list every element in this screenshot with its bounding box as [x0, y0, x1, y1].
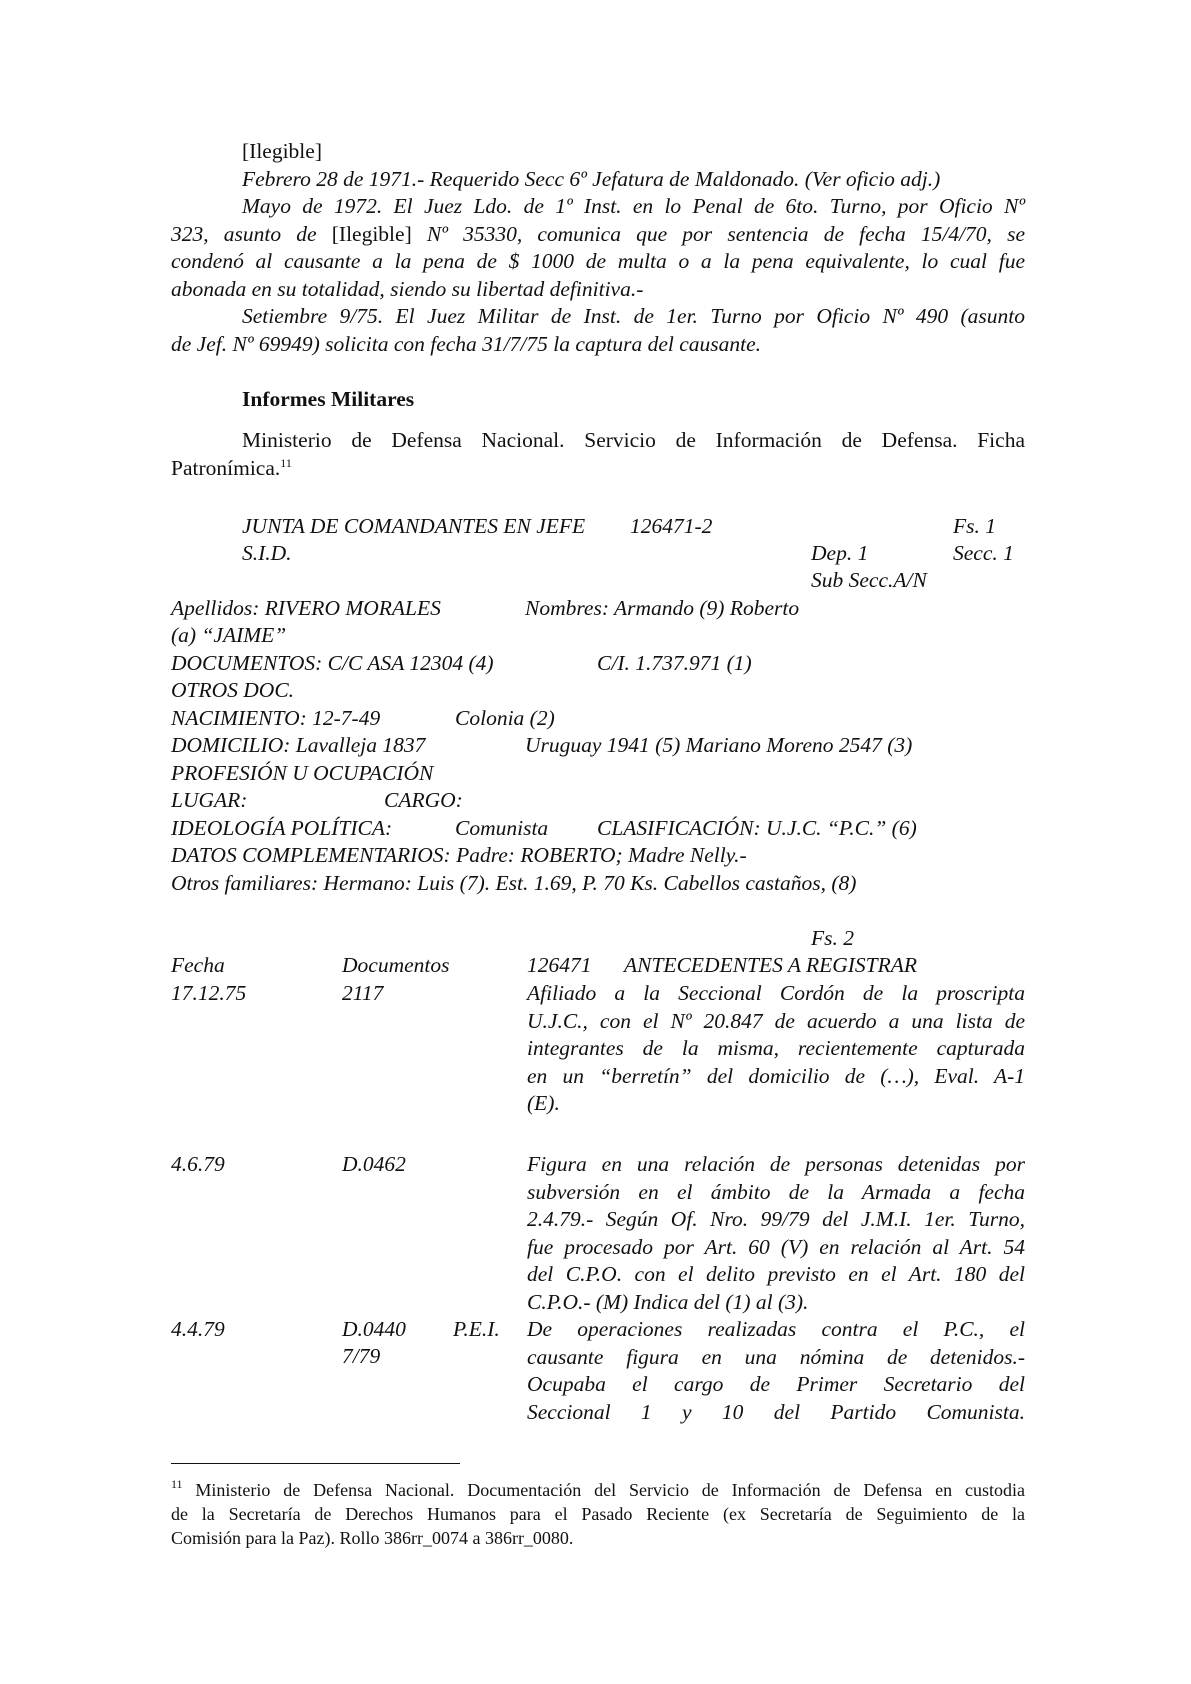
ficha-datos-complementarios: DATOS COMPLEMENTARIOS: Padre: ROBERTO; Madre Nelly.- [171, 843, 747, 867]
informes-intro: Ministerio de Defensa Nacional. Servicio de Información de Defensa. Ficha Patronímica.$^{11}$ [171, 428, 1025, 480]
row-documento-2: P.E.I. [453, 1317, 500, 1341]
row-documento-line2: 7/79 [342, 1344, 381, 1368]
ficha-otros-doc: OTROS DOC. [171, 678, 295, 702]
ficha-profesion: PROFESIÓN U OCUPACIÓN [171, 761, 434, 785]
illegible-note: [Ilegible] [242, 139, 322, 163]
ficha-documentos: DOCUMENTOS: C/C ASA 12304 (4) [171, 651, 494, 675]
ficha-sid: S.I.D. [242, 541, 292, 565]
footnote: $^{11}$ Ministerio de Defensa Nacional. Documentación del Servicio de Información de Defensa en custodia de la Secretaría de Derechos Humanos para el Pasado Reciente (ex Secretaría de Seguimiento de la Comisión para la Paz). Rollo 386rr_0074 a 386rr_0080. [171, 1477, 1025, 1548]
row-documento: D.0462 [342, 1152, 406, 1176]
row-documento: D.0440 [342, 1317, 406, 1341]
ficha-secc: Secc. 1 [953, 541, 1014, 565]
ficha-cargo: CARGO: [384, 788, 463, 812]
antecedente-paragraph-2: Mayo de 1972. El Juez Ldo. de 1º Inst. en lo Penal de 6to. Turno, por Oficio Nº 323, asunto de [Ilegible] Nº 35330, comunica que por sentencia de fecha 15/4/70, se condenó al causante a la pena de $ 1000 de multa o a la pena equivalente, lo cual fue abonada en su totalidad, siendo su libertad definitiva.- [171, 194, 1026, 301]
table-header-number: 126471 [527, 953, 592, 977]
antecedente-paragraph-1: Febrero 28 de 1971.- Requerido Secc 6º Jefatura de Maldonado. (Ver oficio adj.) [242, 167, 941, 191]
ficha-ci: C/I. 1.737.971 (1) [597, 651, 752, 675]
row-fecha: 4.6.79 [171, 1152, 225, 1176]
ficha-number: 126471-2 [630, 514, 713, 538]
ficha-domicilio: DOMICILIO: Lavalleja 1837 [171, 733, 426, 757]
ficha-nacimiento-lugar: Colonia (2) [455, 706, 555, 730]
section-heading: Informes Militares [242, 387, 415, 411]
ficha-otros-familiares: Otros familiares: Hermano: Luis (7). Est. 1.69, P. 70 Ks. Cabellos castaños, (8) [171, 871, 857, 895]
row-fecha: 4.4.79 [171, 1317, 225, 1341]
table-header-documentos: Documentos [342, 953, 450, 977]
ficha-lugar: LUGAR: [171, 788, 248, 812]
row-fecha: 17.12.75 [171, 981, 247, 1005]
ficha-fs1: Fs. 1 [953, 514, 996, 538]
table-header-fecha: Fecha [171, 953, 225, 977]
ficha-junta: JUNTA DE COMANDANTES EN JEFE [242, 514, 586, 538]
row-documento: 2117 [342, 981, 384, 1005]
ficha-apellidos: Apellidos: RIVERO MORALES [171, 596, 441, 620]
table-fs2: Fs. 2 [811, 926, 854, 950]
illegible-inline: [Ilegible] [331, 221, 412, 246]
ficha-nacimiento: NACIMIENTO: 12-7-49 [171, 706, 381, 730]
ficha-domicilio-2: Uruguay 1941 (5) Mariano Moreno 2547 (3) [525, 733, 913, 757]
ficha-nombres: Nombres: Armando (9) Roberto [525, 596, 800, 620]
ficha-clasificacion: CLASIFICACIÓN: U.J.C. “P.C.” (6) [597, 816, 917, 840]
ficha-dep: Dep. 1 [811, 541, 869, 565]
footnote-number: 11 [171, 1477, 183, 1491]
table-header-title: ANTECEDENTES A REGISTRAR [624, 953, 918, 977]
ficha-subsecc: Sub Secc.A/N [811, 568, 927, 592]
row-descripcion: Afiliado a la Seccional Cordón de la proscripta U.J.C., con el Nº 20.847 de acuerdo a una lista de integrantes de la misma, recientemente capturada en un “berretín” del domicilio de (…), Eval. A-1 (E). [527, 981, 1025, 1115]
row-descripcion: De operaciones realizadas contra el P.C., el causante figura en una nómina de detenidos.- Ocupaba el cargo de Primer Secretario del Seccional 1 y 10 del Partido Comunista. [527, 1317, 1025, 1424]
antecedente-paragraph-3: Setiembre 9/75. El Juez Militar de Inst. de 1er. Turno por Oficio Nº 490 (asunto de Jef. Nº 69949) solicita con fecha 31/7/75 la captura del causante. [171, 304, 1025, 356]
ficha-ideologia: IDEOLOGÍA POLÍTICA: [171, 816, 393, 840]
ficha-alias: (a) “JAIME” [171, 623, 287, 647]
ficha-ideologia-valor: Comunista [455, 816, 549, 840]
row-descripcion: Figura en una relación de personas detenidas por subversión en el ámbito de la Armada a fecha 2.4.79.- Según Of. Nro. 99/79 del J.M.I. 1er. Turno, fue procesado por Art. 60 (V) en relación al Art. 54 del C.P.O. con el delito previsto en el Art. 180 del C.P.O.- (M) Indica del (1) al (3). [527, 1152, 1025, 1314]
footnote-ref: 11 [280, 455, 292, 470]
footnote-separator [171, 1463, 460, 1464]
